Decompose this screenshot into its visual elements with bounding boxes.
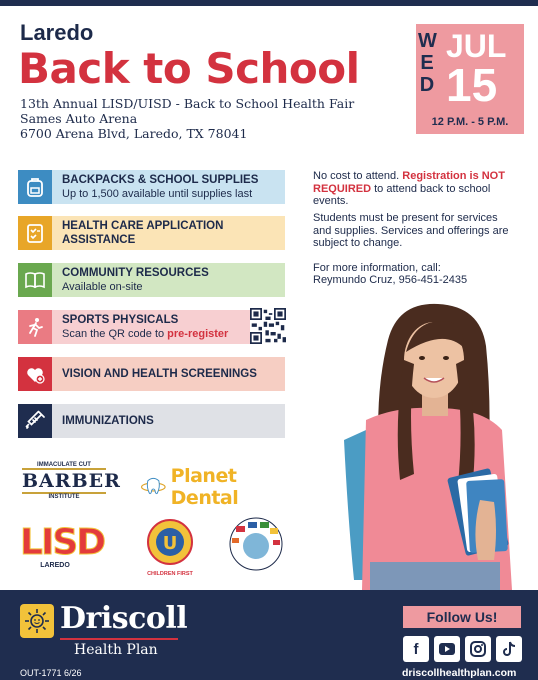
clipboard-check-icon xyxy=(18,216,52,250)
brand-name: Driscoll xyxy=(60,601,188,636)
service-immunizations: IMMUNIZATIONS xyxy=(18,404,285,438)
instagram-icon[interactable] xyxy=(465,636,491,662)
planet-dental-logo: Planet Dental xyxy=(140,470,280,504)
runner-icon xyxy=(18,310,52,344)
weekday: W E D xyxy=(418,30,437,96)
service-sports-physicals: SPORTS PHYSICALS Scan the QR code to pre-register xyxy=(18,310,285,344)
month: JUL xyxy=(446,28,507,64)
uisd-logo: U CHILDREN FIRST xyxy=(142,518,198,578)
barber-institute-logo: IMMACULATE CUT BARBER INSTITUTE xyxy=(22,462,121,500)
service-backpacks: BACKPACKS & SCHOOL SUPPLIES Up to 1,500 available until supplies last xyxy=(18,170,285,204)
qr-code[interactable] xyxy=(250,308,286,344)
headline: Back to School xyxy=(18,44,360,93)
backpack-icon xyxy=(18,170,52,204)
lisd-logo: LISD LAREDO xyxy=(20,522,105,569)
document-code: OUT-1771 6/26 xyxy=(20,668,82,678)
hours: 12 P.M. - 5 P.M. xyxy=(431,116,509,128)
planet-tooth-icon xyxy=(140,472,167,502)
contact-heading: For more information, call: xyxy=(313,262,441,274)
facebook-icon[interactable]: f xyxy=(403,636,429,662)
date-box xyxy=(416,24,524,134)
service-community-resources: COMMUNITY RESOURCES Available on-site xyxy=(18,263,285,297)
venue: Sames Auto Arena xyxy=(20,111,138,126)
syringe-icon xyxy=(18,404,52,438)
event-name: 13th Annual LISD/UISD - Back to School Health Fair xyxy=(20,96,355,111)
heart-plus-icon xyxy=(18,357,52,391)
follow-us-label: Follow Us! xyxy=(403,606,521,628)
youtube-icon[interactable] xyxy=(434,636,460,662)
student-photo xyxy=(330,300,538,590)
service-health-care-application: HEALTH CARE APPLICATION ASSISTANCE xyxy=(18,216,285,250)
tiktok-icon[interactable] xyxy=(496,636,522,662)
svg-text:U: U xyxy=(162,533,178,554)
city-seal-logo xyxy=(228,516,284,572)
city-label: Laredo xyxy=(20,20,94,45)
contact-person: Reymundo Cruz, 956-451-2435 xyxy=(313,274,468,286)
top-band xyxy=(0,0,538,6)
address: 6700 Arena Blvd, Laredo, TX 78041 xyxy=(20,126,248,141)
service-vision-screenings: VISION AND HEALTH SCREENINGS xyxy=(18,357,285,391)
website-link[interactable]: driscollhealthplan.com xyxy=(402,667,517,679)
brand-underline xyxy=(60,638,178,640)
driscoll-sun-icon xyxy=(20,604,54,638)
uisd-seal-icon xyxy=(142,518,198,566)
open-book-icon xyxy=(18,263,52,297)
brand-subtitle: Health Plan xyxy=(74,642,158,658)
flags-seal-icon xyxy=(228,516,284,572)
presence-note: Students must be present for services and supplies. Services and offerings are subject to change. xyxy=(313,212,509,249)
pre-register-link: pre-register xyxy=(167,328,229,340)
day: 15 xyxy=(446,59,498,111)
cost-note: No cost to attend. Registration is NOT REQUIRED to attend back to school events. xyxy=(313,170,505,207)
